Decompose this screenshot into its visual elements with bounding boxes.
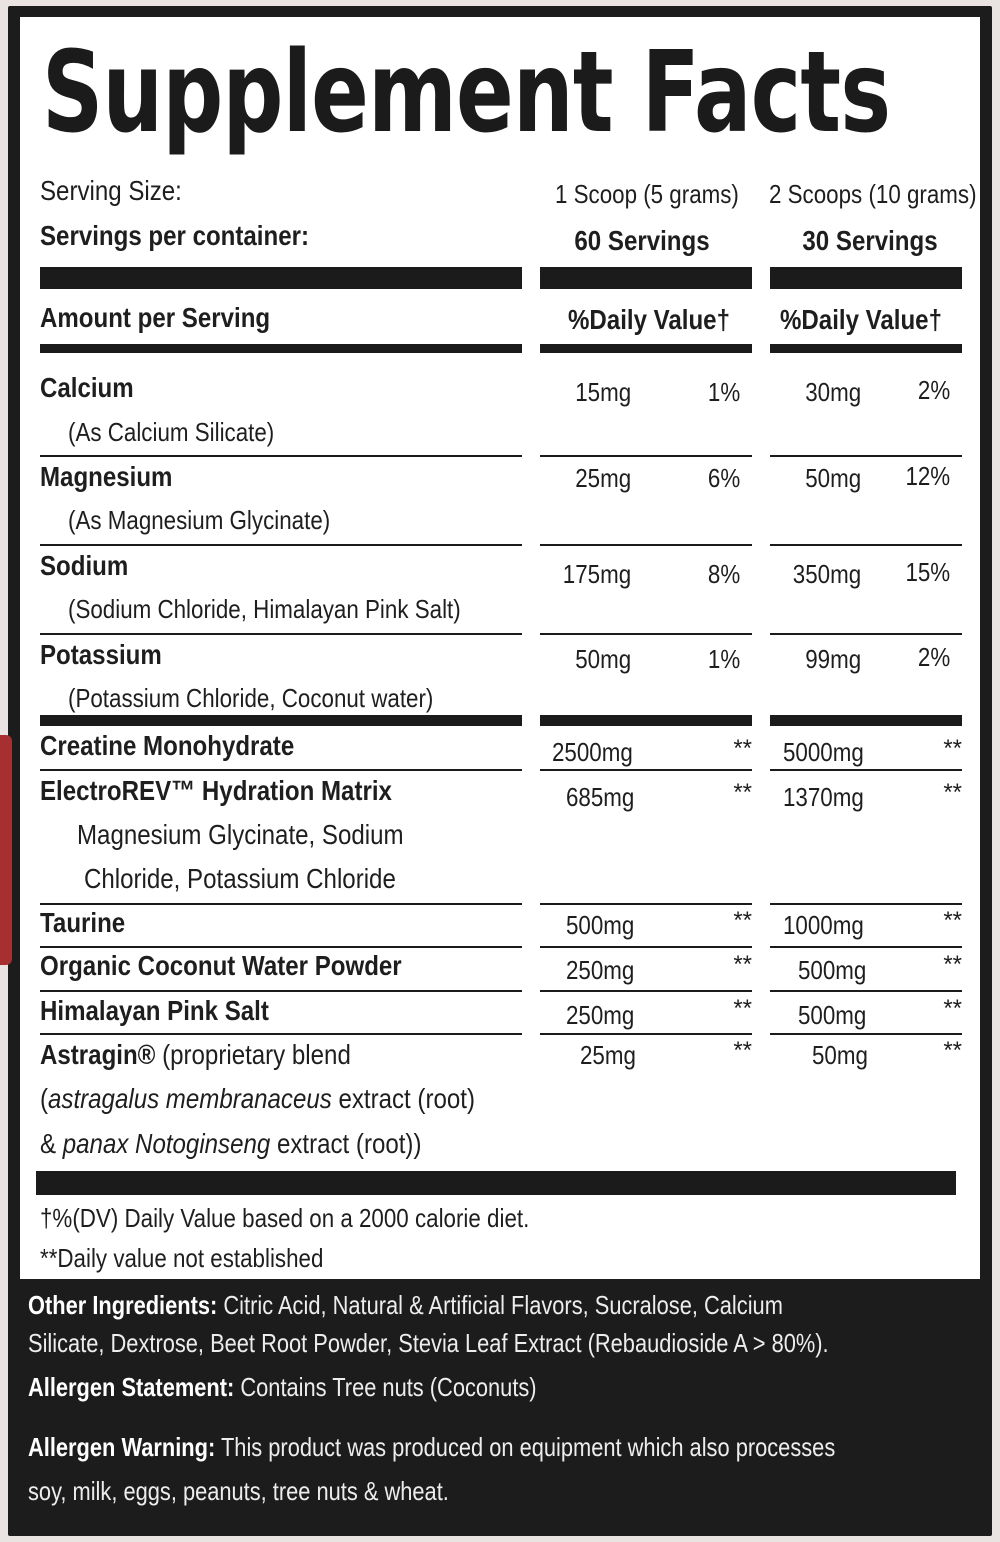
row-divider [40,990,522,992]
row-divider [40,455,522,457]
nutrient-source: (As Magnesium Glycinate) [68,505,331,535]
row-divider [770,946,962,948]
col2-amount: 99mg [805,644,862,674]
thick-divider [540,267,752,289]
col1-amount: 15mg [575,377,632,407]
row-divider [770,633,962,635]
col1-dv: 1% [707,644,741,674]
col1-servings: 60 Servings [574,225,710,256]
other-ingredients-line1 [28,1292,783,1318]
col2-dv: 15% [905,557,951,587]
allergen-warning-label: Allergen Warning: [28,1432,216,1462]
medium-divider [770,715,962,726]
ingredient-name: ElectroREV™ Hydration Matrix [40,775,392,806]
nutrient-source: (As Calcium Silicate) [68,417,275,447]
supplement-facts-panel [20,17,980,1279]
nutrient-source: (Sodium Chloride, Himalayan Pink Salt) [68,594,461,624]
col2-dv: 2% [917,642,951,672]
col1-amount: 500mg [566,910,635,940]
ingredient-name: Astragin® [40,1039,156,1070]
row-divider [770,455,962,457]
row-divider [40,903,522,905]
col1-dv: ** [733,951,752,978]
row-divider [770,903,962,905]
col1-dv: ** [733,779,752,806]
col1-amount: 250mg [566,1000,635,1030]
col1-amount: 50mg [575,644,632,674]
allergen-warning-line2: soy, milk, eggs, peanuts, tree nuts & wheat. [28,1476,449,1506]
col2-dv: ** [943,995,962,1022]
matrix-components-line1: Magnesium Glycinate, Sodium [77,819,404,850]
col1-amount: 25mg [580,1040,636,1070]
row-divider [40,633,522,635]
astragin-line3 [40,1130,421,1158]
col2-amount: 50mg [812,1040,868,1070]
medium-divider [770,344,962,353]
col1-dv: ** [733,1037,752,1064]
row-divider [40,1033,522,1035]
row-divider [540,455,752,457]
medium-divider [40,715,522,726]
astragalus-name: astragalus membranaceus [48,1083,332,1114]
col2-serving-size: 2 Scoops (10 grams) [769,179,977,209]
nutrient-name: Magnesium [40,461,173,492]
col1-dv: ** [733,907,752,934]
ampersand: & [40,1128,57,1159]
allergen-statement-text: Contains Tree nuts (Coconuts) [240,1372,537,1402]
col2-dv: 12% [905,461,951,491]
row-divider [540,769,752,771]
row-divider [540,903,752,905]
col2-dv-header: %Daily Value† [780,304,942,335]
paren: ( [40,1083,49,1114]
allergen-statement-label: Allergen Statement: [28,1372,235,1402]
nutrient-name: Calcium [40,372,134,403]
watermelon-edge-decoration [0,735,12,965]
nutrient-source: (Potassium Chloride, Coconut water) [68,683,434,713]
col1-amount: 250mg [566,955,635,985]
col2-servings: 30 Servings [802,225,938,256]
astragin-line1 [40,1041,351,1069]
col2-dv: ** [943,779,962,806]
other-ingredients-label: Other Ingredients: [28,1290,218,1320]
other-ingredients-text1: Citric Acid, Natural & Artificial Flavors, Sucralose, Calcium [223,1290,783,1320]
ingredient-name: Taurine [40,907,126,938]
thick-divider [40,267,522,289]
row-divider [540,633,752,635]
col2-dv: ** [943,951,962,978]
not-established-footnote: **Daily value not established [40,1243,324,1273]
col2-amount: 30mg [805,377,862,407]
ingredient-name: Organic Coconut Water Powder [40,950,402,981]
allergen-statement [28,1374,537,1400]
astragin-blend-note: (proprietary blend [162,1039,351,1070]
dv-footnote: †%(DV) Daily Value based on a 2000 calorie diet. [40,1203,530,1233]
notoginseng-name: panax Notoginseng [62,1128,271,1159]
thick-divider [770,267,962,289]
col1-dv: 6% [707,463,741,493]
col1-dv-header: %Daily Value† [568,304,730,335]
row-divider [540,544,752,546]
row-divider [540,1033,752,1035]
col2-amount: 5000mg [783,737,864,767]
col2-amount: 1000mg [783,910,864,940]
nutrient-name: Sodium [40,550,129,581]
row-divider [770,769,962,771]
col2-amount: 350mg [792,559,862,589]
col2-dv: ** [943,735,962,762]
serving-size-label: Serving Size: [40,175,182,206]
col2-amount: 500mg [798,955,867,985]
allergen-warning-line1 [28,1434,835,1460]
col1-dv: ** [733,735,752,762]
row-divider [770,990,962,992]
servings-per-container-label: Servings per container: [40,220,309,251]
amount-per-serving-header: Amount per Serving [40,302,271,333]
row-divider [40,769,522,771]
matrix-components-line2: Chloride, Potassium Chloride [84,863,396,894]
page-title: Supplement Facts [42,28,891,158]
other-ingredients-line2: Silicate, Dextrose, Beet Root Powder, Stevia Leaf Extract (Rebaudioside A > 80%). [28,1328,829,1358]
medium-divider [540,344,752,353]
col2-amount: 1370mg [783,782,864,812]
row-divider [770,544,962,546]
row-divider [40,544,522,546]
col1-amount: 2500mg [552,737,633,767]
col1-amount: 175mg [562,559,632,589]
col1-dv: ** [733,995,752,1022]
row-divider [40,946,522,948]
row-divider [770,1033,962,1035]
ingredient-name: Creatine Monohydrate [40,730,295,761]
col1-amount: 685mg [566,782,635,812]
nutrient-name: Potassium [40,639,162,670]
col1-amount: 25mg [575,463,632,493]
medium-divider [540,715,752,726]
bottom-thick-divider [36,1171,956,1195]
col2-dv: 2% [917,375,951,405]
col1-dv: 1% [707,377,741,407]
allergen-warning-text1: This product was produced on equipment which also processes [220,1432,836,1462]
col2-dv: ** [943,907,962,934]
row-divider [540,946,752,948]
col2-dv: ** [943,1037,962,1064]
astragin-line2 [40,1085,475,1113]
row-divider [540,990,752,992]
col2-amount: 500mg [798,1000,867,1030]
col2-amount: 50mg [805,463,862,493]
medium-divider [40,344,522,353]
col1-dv: 8% [707,559,741,589]
ingredient-name: Himalayan Pink Salt [40,995,269,1026]
col1-serving-size: 1 Scoop (5 grams) [554,179,739,209]
astragalus-part: extract (root) [338,1083,475,1114]
notoginseng-part: extract (root)) [276,1128,422,1159]
